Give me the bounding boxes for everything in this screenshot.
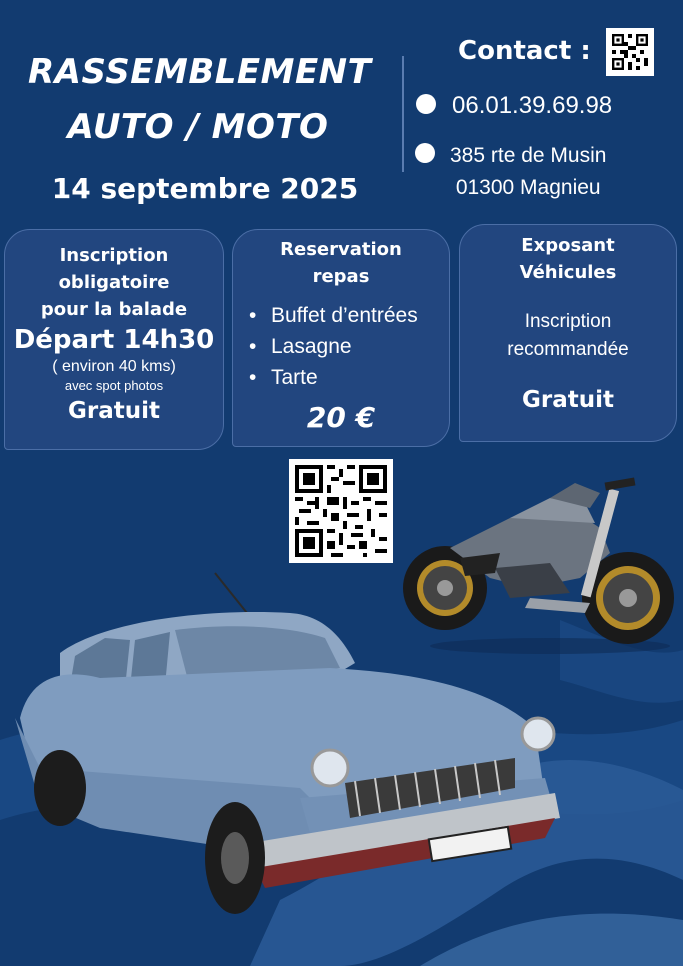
exposant-card — [459, 224, 677, 442]
balade-price: Gratuit — [68, 398, 160, 424]
event-date: 14 septembre 2025 — [51, 172, 359, 205]
exposant-info-2: recommandée — [507, 339, 629, 360]
balade-heading-3: pour la balade — [40, 299, 188, 320]
balade-distance: ( environ 40 kms) — [52, 358, 176, 375]
exposant-heading-1: Exposant — [521, 235, 615, 256]
menu-item: • Lasagne — [233, 331, 449, 362]
contact-address — [450, 140, 606, 204]
balade-note: avec spot photos — [64, 378, 164, 393]
phone-bullet-icon — [416, 94, 436, 114]
registration-qr-code[interactable] — [289, 459, 393, 563]
balade-heading-2: obligatoire — [58, 272, 170, 293]
header-divider — [402, 56, 404, 172]
departure-time: Départ 14h30 — [13, 325, 215, 355]
contact-heading: Contact : — [458, 36, 591, 66]
location-bullet-icon — [415, 143, 435, 163]
address-city: 01300 Magnieu — [455, 176, 601, 199]
repas-card — [232, 229, 450, 447]
event-title-line2: AUTO / MOTO — [67, 107, 329, 147]
contact-qr-code-icon[interactable] — [606, 28, 654, 76]
vintage-car-image — [0, 568, 560, 966]
exposant-heading-2: Véhicules — [519, 262, 617, 283]
repas-price: 20 € — [306, 401, 376, 434]
menu-item: • Buffet d’entrées — [233, 300, 449, 331]
repas-heading-1: Reservation — [280, 239, 402, 260]
exposant-info-1: Inscription — [524, 311, 612, 332]
address-street: 385 rte de Musin — [450, 144, 607, 167]
repas-heading-2: repas — [312, 266, 370, 287]
contact-phone[interactable]: 06.01.39.69.98 — [452, 92, 613, 119]
balade-heading-1: Inscription — [59, 245, 169, 266]
menu-item: • Tarte — [233, 362, 449, 393]
qr-code-icon — [295, 465, 387, 557]
qr-code-icon — [612, 34, 648, 70]
repas-menu-list — [233, 300, 449, 393]
exposant-price: Gratuit — [522, 387, 614, 413]
event-title-line1: RASSEMBLEMENT — [28, 52, 372, 92]
balade-card — [4, 229, 224, 450]
